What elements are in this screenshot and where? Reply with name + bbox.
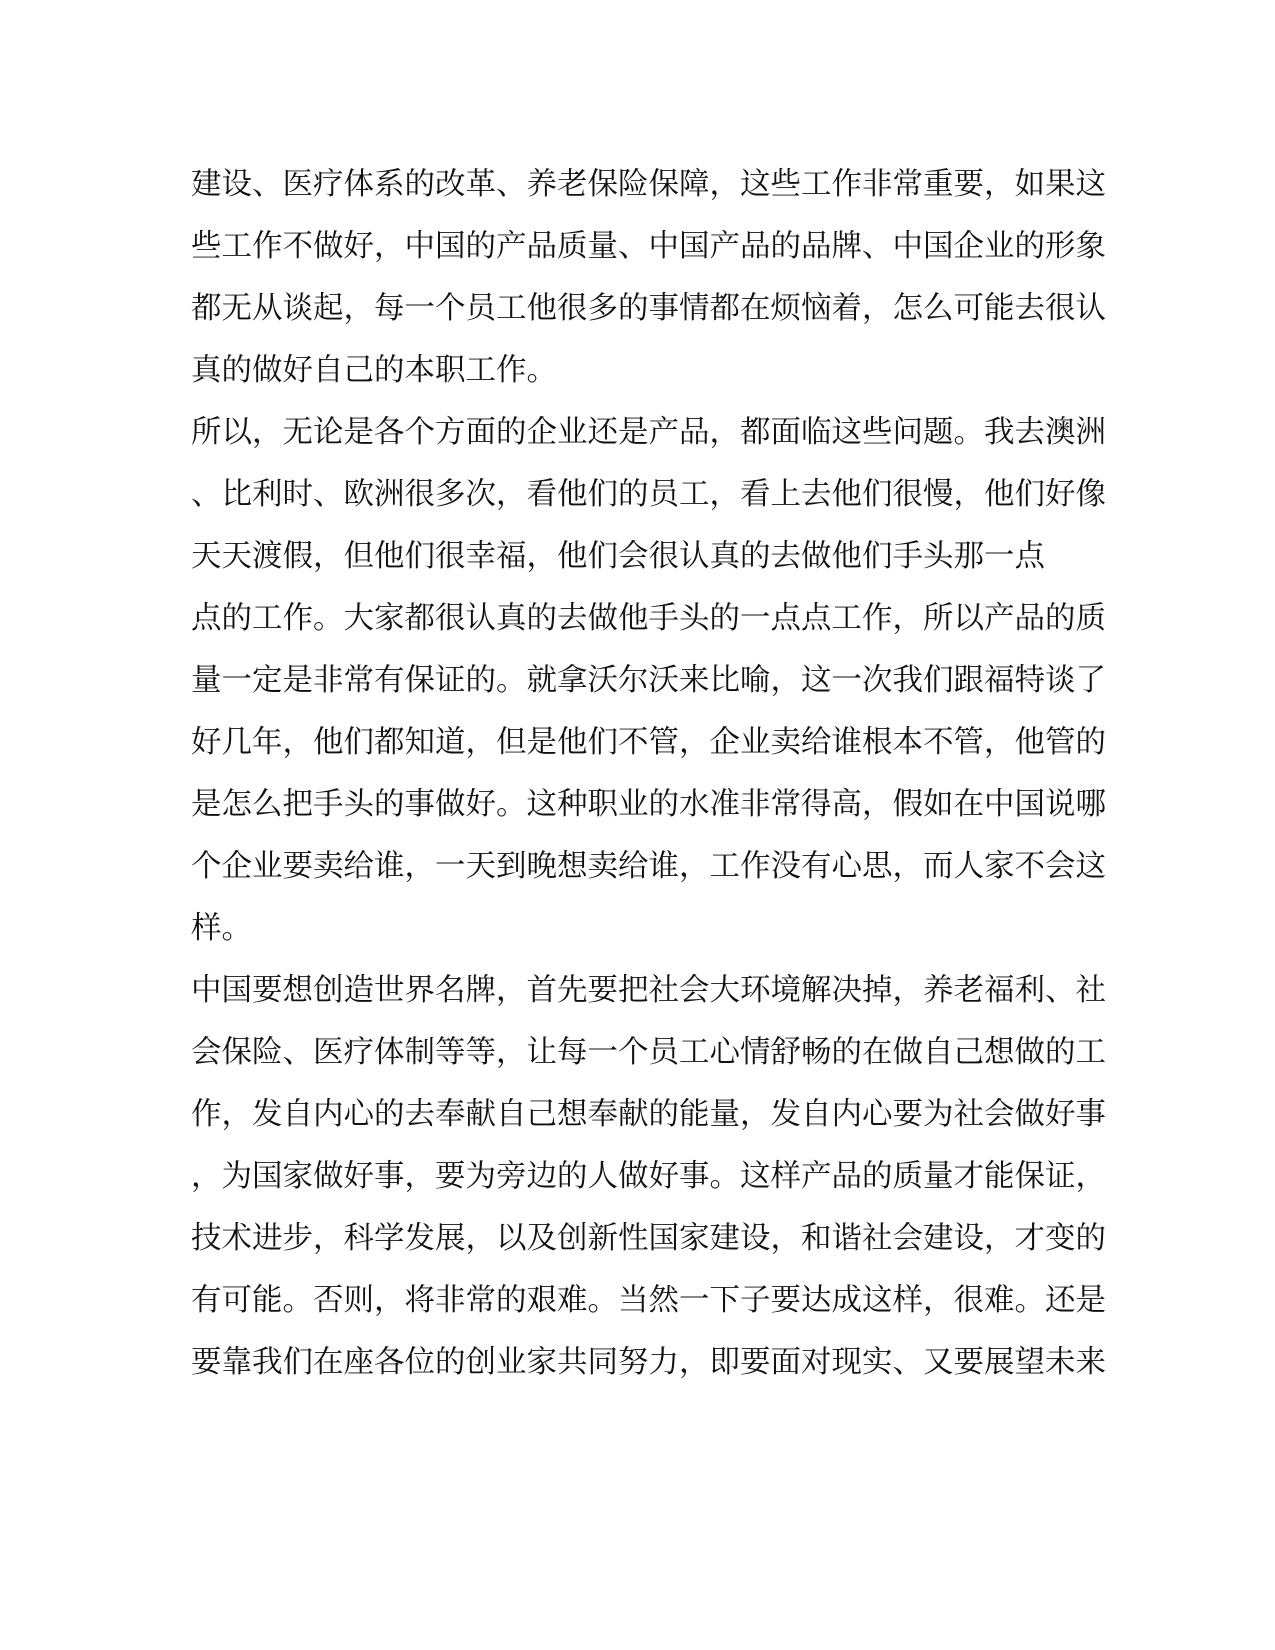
text-line: 会保险、医疗体制等等，让每一个员工心情舒畅的在做自己想做的工: [191, 1035, 1106, 1070]
text-line: ，为国家做好事，要为旁边的人做好事。这样产品的质量才能保证，: [191, 1159, 1106, 1194]
text-line: 量一定是非常有保证的。就拿沃尔沃来比喻，这一次我们跟福特谈了: [191, 663, 1106, 698]
text-line: 样。: [191, 911, 252, 946]
text-line: 都无从谈起，每一个员工他很多的事情都在烦恼着，怎么可能去很认: [191, 291, 1106, 326]
text-line: 个企业要卖给谁，一天到晚想卖给谁，工作没有心思，而人家不会这: [191, 849, 1106, 884]
text-line: 作，发自内心的去奉献自己想奉献的能量，发自内心要为社会做好事: [191, 1097, 1106, 1132]
text-line: 天天渡假，但他们很幸福，他们会很认真的去做他们手头那一点: [191, 539, 1045, 574]
text-line: 、比利时、欧洲很多次，看他们的员工，看上去他们很慢，他们好像: [191, 477, 1106, 512]
text-line: 要靠我们在座各位的创业家共同努力，即要面对现实、又要展望未来: [191, 1345, 1106, 1380]
text-line: 中国要想创造世界名牌，首先要把社会大环境解决掉，养老福利、社: [191, 973, 1106, 1008]
text-line: 些工作不做好，中国的产品质量、中国产品的品牌、中国企业的形象: [191, 229, 1106, 264]
text-line: 真的做好自己的本职工作。: [191, 353, 557, 388]
text-line: 所以，无论是各个方面的企业还是产品，都面临这些问题。我去澳洲: [191, 415, 1106, 450]
text-line: 点的工作。大家都很认真的去做他手头的一点点工作，所以产品的质: [191, 601, 1106, 636]
text-line: 技术进步，科学发展，以及创新性国家建设，和谐社会建设，才变的: [191, 1221, 1106, 1256]
text-line: 好几年，他们都知道，但是他们不管，企业卖给谁根本不管，他管的: [191, 725, 1106, 760]
text-line: 是怎么把手头的事做好。这种职业的水准非常得高，假如在中国说哪: [191, 787, 1106, 822]
text-line: 有可能。否则，将非常的艰难。当然一下子要达成这样，很难。还是: [191, 1283, 1106, 1318]
text-line: 建设、医疗体系的改革、养老保险保障，这些工作非常重要，如果这: [191, 167, 1106, 202]
